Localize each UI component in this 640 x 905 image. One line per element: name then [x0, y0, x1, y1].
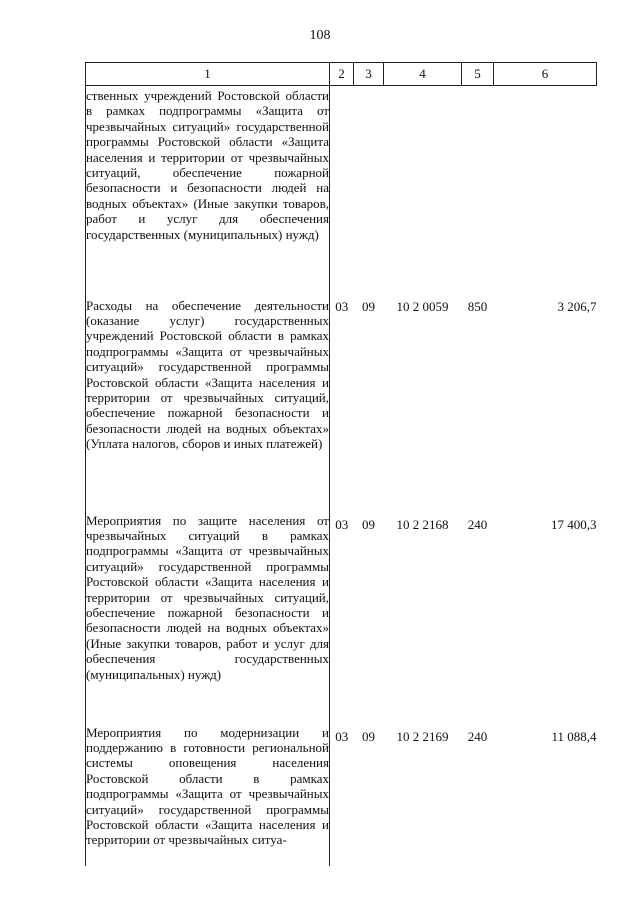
column-header-1: 1	[86, 63, 330, 86]
table-row	[86, 86, 597, 291]
section-code: 03	[335, 728, 349, 744]
amount: 3 206,7	[557, 298, 597, 314]
amount: 11 088,4	[551, 728, 597, 744]
row-description: Мероприятия по модернизации и поддержанию в готовности региональной системы оповещения населения Ростовской области в рамках подпрограммы «Защита от чрезвычайных ситуаций» государственной программы Ростовской области «Защита населения и территории от чрезвычайных ситуа-	[86, 716, 330, 866]
budget-table	[85, 62, 597, 866]
expense-type-code: 240	[467, 516, 488, 532]
column-header-3: 3	[354, 63, 384, 86]
table-header-row	[86, 63, 597, 86]
page-number: 108	[309, 28, 331, 43]
expense-type-code: 240	[467, 728, 488, 744]
expense-type-code: 850	[467, 298, 488, 314]
column-header-2: 2	[330, 63, 354, 86]
target-article-code: 10 2 2168	[396, 516, 449, 532]
section-code	[330, 86, 354, 291]
amount	[494, 86, 597, 291]
amount: 17 400,3	[551, 516, 597, 532]
row-description: ственных учреждений Ростовской области в рамках подпрограммы «Защита от чрезвычайных ситуаций» государственной программы Ростовской области «Защита населения и территории от чрезвычайных ситуаций, обеспечение пожарной безопасности и безопасности людей на водных объектах» (Иные закупки товаров, работ и услуг для обеспечения государственных (муниципальных) нужд)	[86, 86, 330, 291]
table-row	[86, 504, 597, 716]
section-code: 03	[335, 298, 349, 314]
section-code: 03	[335, 516, 349, 532]
target-article-code: 10 2 2169	[396, 728, 449, 744]
expense-type-code	[462, 86, 494, 291]
column-header-4: 4	[384, 63, 462, 86]
target-article-code: 10 2 0059	[396, 298, 449, 314]
column-header-5: 5	[462, 63, 494, 86]
subsection-code: 09	[362, 516, 375, 532]
subsection-code	[354, 86, 384, 291]
target-article-code	[384, 86, 462, 291]
subsection-code: 09	[362, 728, 375, 744]
row-description: Мероприятия по защите населения от чрезвычайных ситуаций в рамках подпрограммы «Защита от чрезвычайных ситуаций» государственной программы Ростовской области «Защита населения и территории от чрезвычайных ситуаций, обеспечение пожарной безопасности и безопасности людей на водных объектах» (Иные закупки товаров, работ и услуг для обеспечения государственных (муниципальных) нужд)	[86, 504, 330, 716]
subsection-code: 09	[362, 298, 375, 314]
row-description: Расходы на обеспечение деятельности (оказание услуг) государственных учреждений Ростовской области в рамках подпрограммы «Защита от чрезвычайных ситуаций» государственной программы Ростовской области «Защита населения и территории от чрезвычайных ситуаций, обеспечение пожарной безопасности и безопасности людей на водных объектах» (Уплата налогов, сборов и иных платежей)	[86, 291, 330, 504]
table-row	[86, 291, 597, 504]
column-header-6: 6	[494, 63, 597, 86]
table-row	[86, 716, 597, 866]
